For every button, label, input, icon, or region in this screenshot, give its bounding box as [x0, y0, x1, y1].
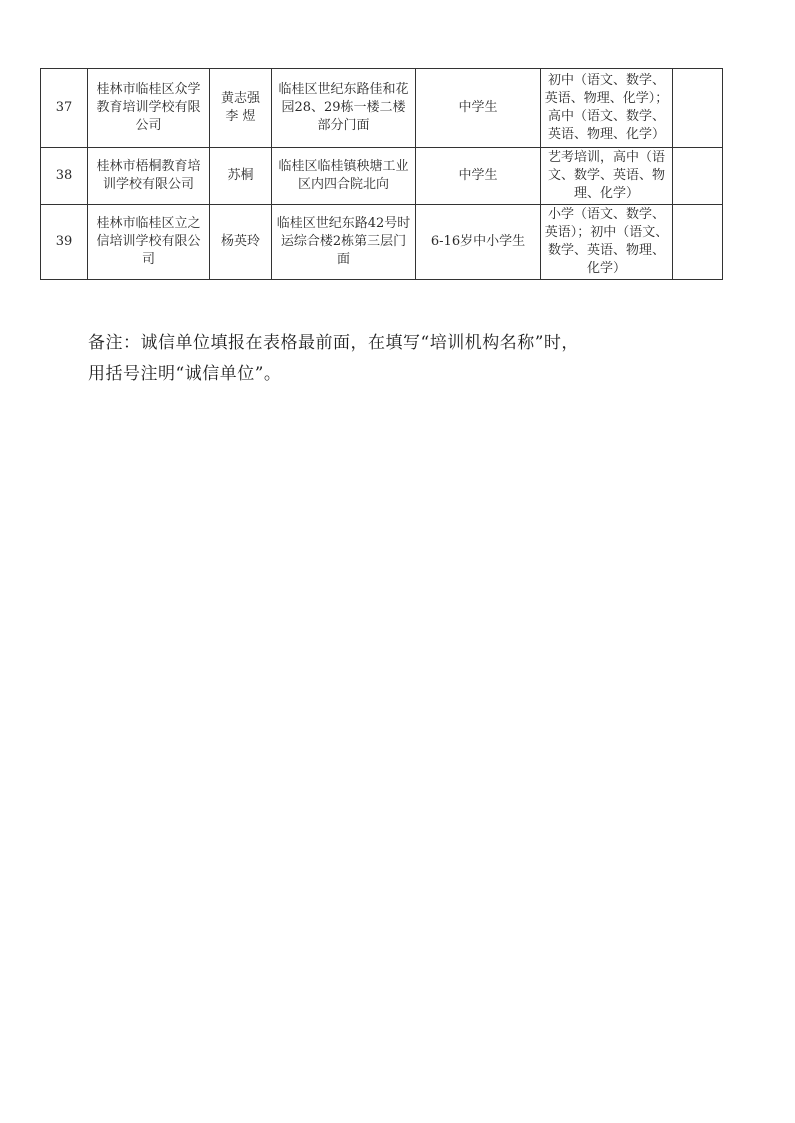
student-group: 6-16岁中小学生 [416, 205, 541, 280]
org-name: 桂林市临桂区立之信培训学校有限公司 [88, 205, 210, 280]
remarks-line-2: 用括号注明“诚信单位”。 [88, 364, 282, 384]
extra-cell [673, 148, 723, 205]
table-row [41, 69, 723, 148]
responsible-person: 杨英玲 [210, 205, 272, 280]
student-group: 中学生 [416, 148, 541, 205]
address: 临桂区世纪东路佳和花园28、29栋一楼二楼部分门面 [272, 69, 416, 148]
remarks-line-1: 备注：诚信单位填报在表格最前面，在填写“培训机构名称”时， [88, 333, 579, 353]
responsible-person: 苏桐 [210, 148, 272, 205]
subjects: 艺考培训，高中（语文、数学、英语、物理、化学） [541, 148, 673, 205]
org-name: 桂林市临桂区众学教育培训学校有限公司 [88, 69, 210, 148]
remarks-note [88, 328, 748, 390]
address: 临桂区世纪东路42号时运综合楼2栋第三层门面 [272, 205, 416, 280]
row-number: 38 [41, 148, 88, 205]
table-row [41, 205, 723, 280]
extra-cell [673, 69, 723, 148]
subjects: 初中（语文、数学、英语、物理、化学）；高中（语文、数学、英语、物理、化学） [541, 69, 673, 148]
address: 临桂区临桂镇秧塘工业区内四合院北向 [272, 148, 416, 205]
org-name: 桂林市梧桐教育培训学校有限公司 [88, 148, 210, 205]
responsible-person: 黄志强 李 煜 [210, 69, 272, 148]
training-institution-table [40, 68, 723, 280]
row-number: 39 [41, 205, 88, 280]
student-group: 中学生 [416, 69, 541, 148]
extra-cell [673, 205, 723, 280]
table-row [41, 148, 723, 205]
row-number: 37 [41, 69, 88, 148]
subjects: 小学（语文、数学、英语）；初中（语文、数学、英语、物理、化学） [541, 205, 673, 280]
